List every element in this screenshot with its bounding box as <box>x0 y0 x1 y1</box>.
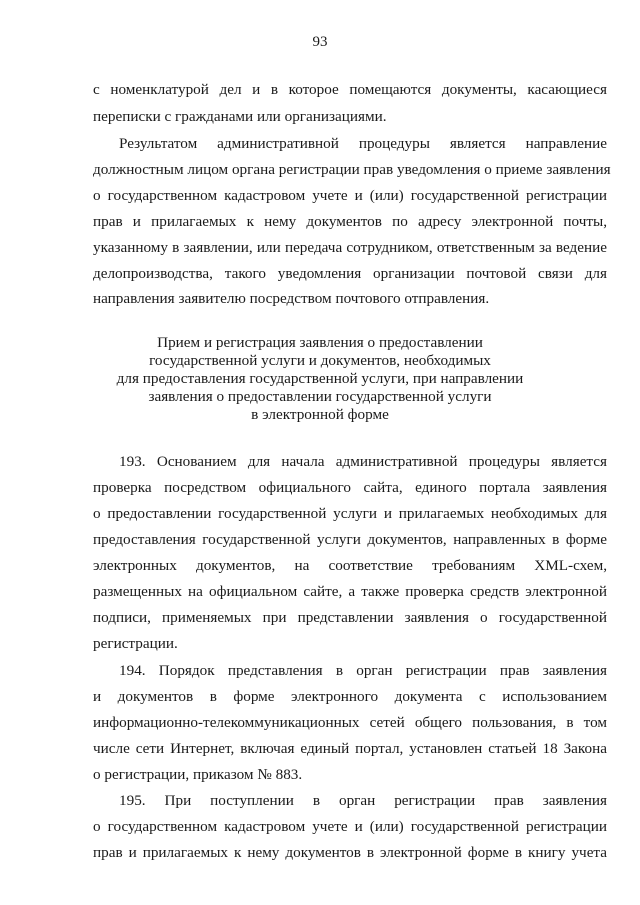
text-line: о регистрации, приказом № 883. <box>93 766 303 783</box>
section-heading-line: Прием и регистрация заявления о предоставлении <box>157 334 483 351</box>
text-line: направления заявителю посредством почтового отправления. <box>93 290 490 307</box>
text-line: должностным лицом органа регистрации прав уведомления о приеме заявления <box>93 161 611 178</box>
text-line: прав и прилагаемых к нему документов в электронной форме в книгу учета <box>93 844 607 861</box>
text-line: 193. Основанием для начала административной процедуры является <box>119 453 607 470</box>
text-line: с номенклатурой дел и в которое помещаются документы, касающиеся <box>93 81 607 98</box>
text-line: предоставления государственной услуги документов, направленных в форме <box>93 531 607 548</box>
text-line: числе сети Интернет, включая единый портал, установлен статьей 18 Закона <box>93 740 607 757</box>
text-line: проверка посредством официального сайта, единого портала заявления <box>93 479 607 496</box>
text-line: подписи, применяемых при представлении заявления о государственной <box>93 609 607 626</box>
text-line: о государственном кадастровом учете и (или) государственной регистрации <box>93 818 607 835</box>
text-line: электронных документов, на соответствие требованиям XML-схем, <box>93 557 607 574</box>
text-line: о государственном кадастровом учете и (или) государственной регистрации <box>93 187 607 204</box>
text-line: о предоставлении государственной услуги и прилагаемых необходимых для <box>93 505 607 522</box>
section-heading-line: государственной услуги и документов, необходимых <box>149 352 491 369</box>
text-line: делопроизводства, такого уведомления организации почтовой связи для <box>93 265 607 282</box>
section-heading-line: в электронной форме <box>251 406 389 423</box>
text-line: регистрации. <box>93 635 178 652</box>
text-line: Результатом административной процедуры является направление <box>119 135 607 152</box>
page-number: 93 <box>312 34 328 50</box>
text-line: указанному в заявлении, или передача сотрудником, ответственным за ведение <box>93 239 607 256</box>
text-line: информационно-телекоммуникационных сетей общего пользования, в том <box>93 714 607 731</box>
section-heading-line: заявления о предоставлении государственной услуги <box>148 388 492 405</box>
text-line: 195. При поступлении в орган регистрации прав заявления <box>119 792 607 809</box>
text-line: переписки с гражданами или организациями. <box>93 108 387 125</box>
text-line: 194. Порядок представления в орган регистрации прав заявления <box>119 662 607 679</box>
section-heading-line: для предоставления государственной услуги, при направлении <box>116 370 524 387</box>
text-line: прав и прилагаемых к нему документов по адресу электронной почты, <box>93 213 607 230</box>
text-line: размещенных на официальном сайте, а также проверка средств электронной <box>93 583 607 600</box>
text-line: и документов в форме электронного документа с использованием <box>93 688 607 705</box>
